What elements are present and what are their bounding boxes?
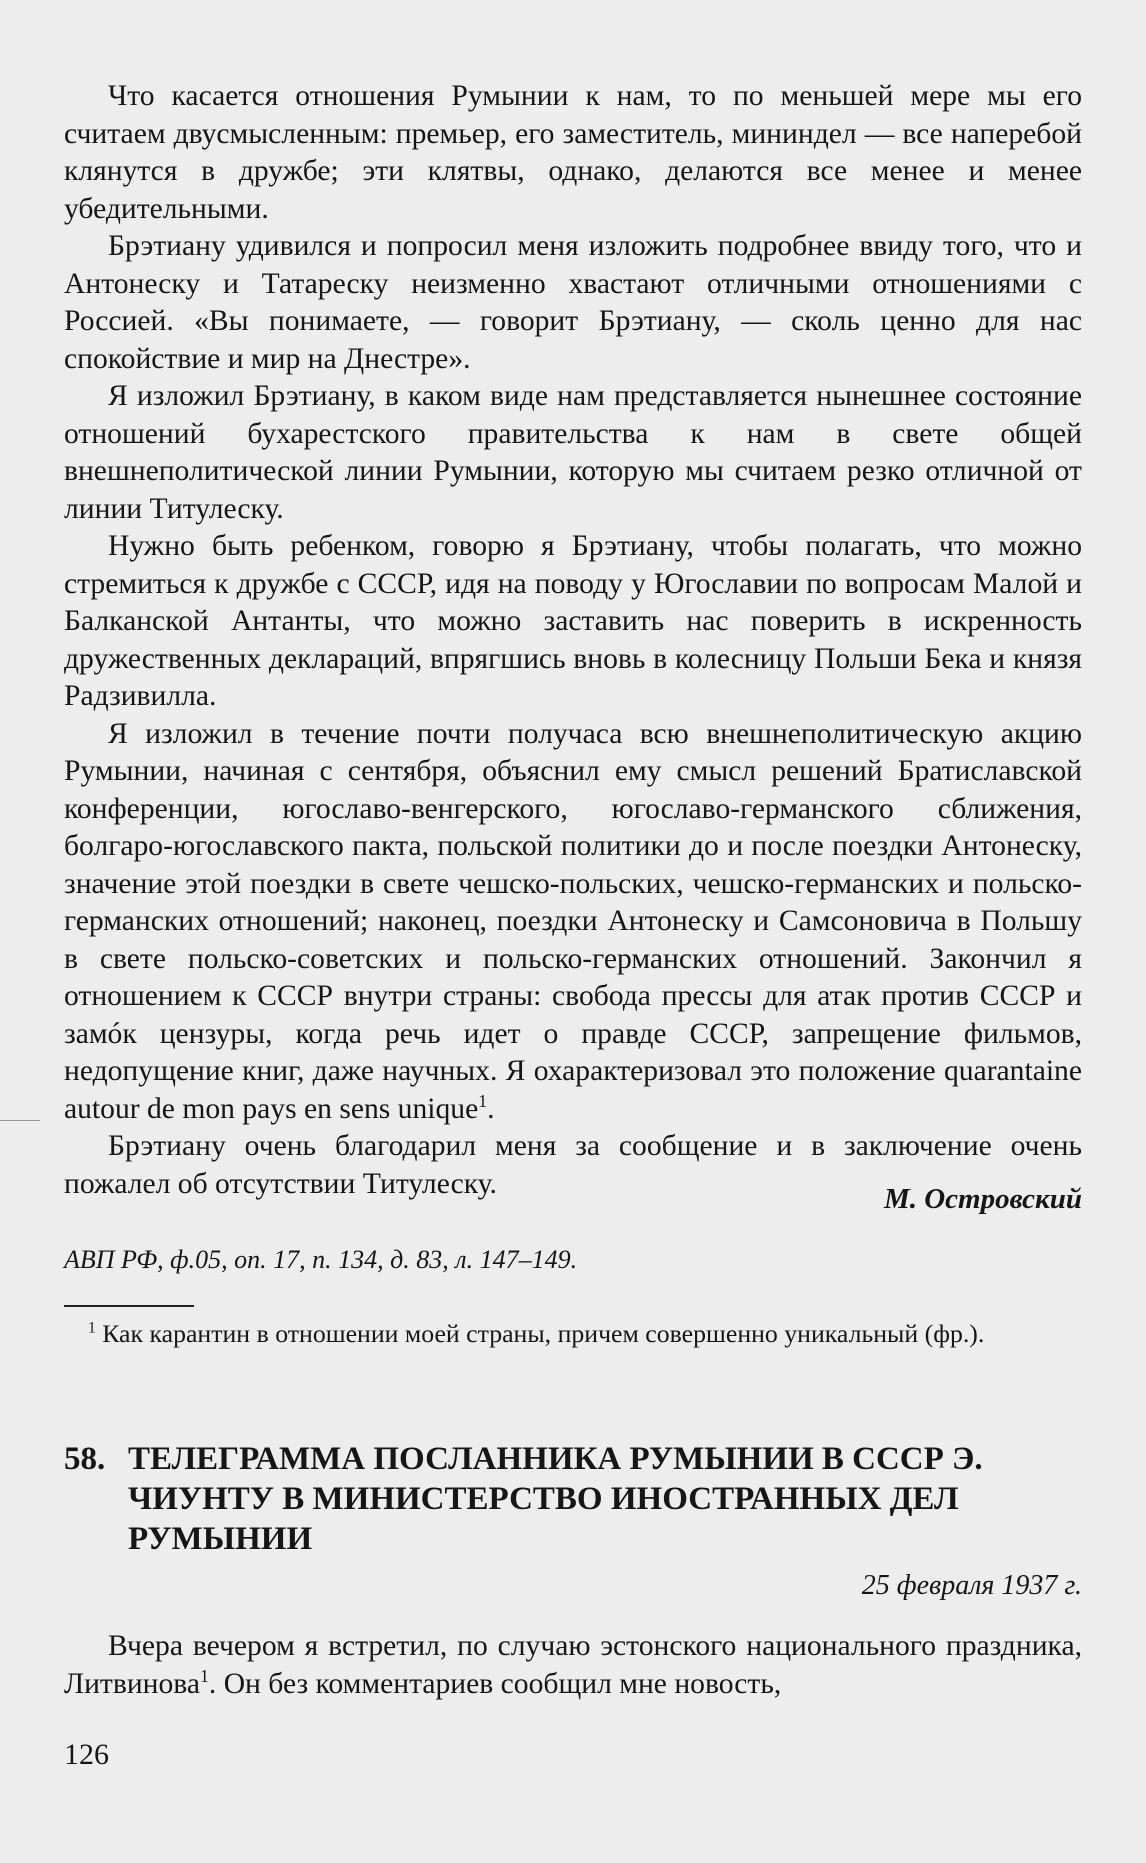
- paragraph-text: Я изложил в течение почти получаса всю внешнеполитическую акцию Румынии, начиная с сентября, объяснил ему смысл решений Братиславской конференции, югославо-венгерского, югославо-германского сближения, болгаро-югославского пакта, польской политики до и после поездки Антонеску, значение этой поездки в свете чешско-польских, чешско-германских и польско-германских отношений; наконец, поездки Антонеску и Самсоновича в Польшу в свете польско-советских и польско-германских отношений. Закончил я отношением к СССР внутри страны: свобода прессы для атак против СССР и замóк цензуры, когда речь идет о правде СССР, запрещение фильмов, недопущение книг, даже научных. Я охарактеризовал это положение quarantaine autour de mon pays en sens unique: [64, 717, 1082, 1125]
- paragraph: Я изложил в течение почти получаса всю внешнеполитическую акцию Румынии, начиная с сентября, объяснил ему смысл решений Братиславской конференции, югославо-венгерского, югославо-германского сближения, болгаро-югославского пакта, польской политики до и после поездки Антонеску, значение этой поездки в свете чешско-польских, чешско-германских и польско-германских отношений; наконец, поездки Антонеску и Самсоновича в Польшу в свете польско-советских и польско-германских отношений. Закончил я отношением к СССР внутри страны: свобода прессы для атак против СССР и замóк цензуры, когда речь идет о правде СССР, запрещение фильмов, недопущение книг, даже научных. Я охарактеризовал это положение quarantaine autour de mon pays en sens unique$^1$.: [64, 717, 1082, 1125]
- paragraph-text: Вчера вечером я встретил, по случаю эстонского национального праздника, Литвинова: [64, 1630, 1082, 1700]
- section-number: 58.: [64, 1441, 106, 1477]
- paragraph: Что касается отношения Румынии к нам, то по меньшей мере мы его считаем двусмысленным: премьер, его заместитель, мининдел — все наперебой клянутся в дружбе; эти клятвы, однако, делаются все менее и менее убедительными.: [64, 80, 1082, 225]
- paragraph: Брэтиану очень благодарил меня за сообщение и в заключение очень пожалел об отсутствии Титулеску.: [64, 1130, 1082, 1200]
- paragraph: Нужно быть ребенком, говорю я Брэтиану, чтобы полагать, что можно стремиться к дружбе с СССР, идя на поводу у Югославии по вопросам Малой и Балканской Антанты, что можно заставить нас поверить в искренность дружественных деклараций, впрягшись вновь в колесницу Польши Бека и князя Радзивилла.: [64, 530, 1082, 712]
- document-date: 25 февраля 1937 г.: [861, 1570, 1082, 1601]
- footnote: [64, 1317, 1082, 1350]
- paragraph: Я изложил Брэтиану, в каком виде нам представляется нынешнее состояние отношений бухарестского правительства к нам в свете общей внешнеполитической линии Румынии, которую мы считаем резко отличной от линии Титулеску.: [64, 380, 1082, 525]
- footnote-reference: 1: [478, 1090, 488, 1111]
- footnote-text: Как карантин в отношении моей страны, причем совершенно уникальный (фр.).: [102, 1319, 985, 1348]
- page-number: 126: [64, 1738, 109, 1771]
- footnote-marker: 1: [88, 1319, 96, 1337]
- paragraph-text: . Он без комментариев сообщил мне новость,: [208, 1667, 782, 1700]
- section-body: [64, 1628, 1082, 1703]
- body-text: [64, 78, 1082, 1203]
- footnote-reference: 1: [200, 1665, 209, 1686]
- signature: М. Островский: [883, 1183, 1082, 1215]
- section-heading: [64, 1439, 1082, 1559]
- section-title: ТЕЛЕГРАММА ПОСЛАННИКА РУМЫНИИ В СССР Э. ЧИУНТУ В МИНИСТЕРСТВО ИНОСТРАННЫХ ДЕЛ РУМЫНИИ: [128, 1441, 983, 1557]
- archive-reference: АВП РФ, ф.05, оп. 17, п. 134, д. 83, л. 147–149.: [64, 1245, 578, 1274]
- paragraph: Брэтиану удивился и попросил меня изложить подробнее ввиду того, что и Антонеску и Татареску неизменно хвастают отличными отношениями с Россией. «Вы понимаете, — говорит Брэтиану, — сколь ценно для нас спокойствие и мир на Днестре».: [64, 230, 1082, 375]
- paragraph: [64, 1628, 1082, 1703]
- footnote-divider: [64, 1305, 194, 1307]
- margin-mark: [0, 1120, 40, 1121]
